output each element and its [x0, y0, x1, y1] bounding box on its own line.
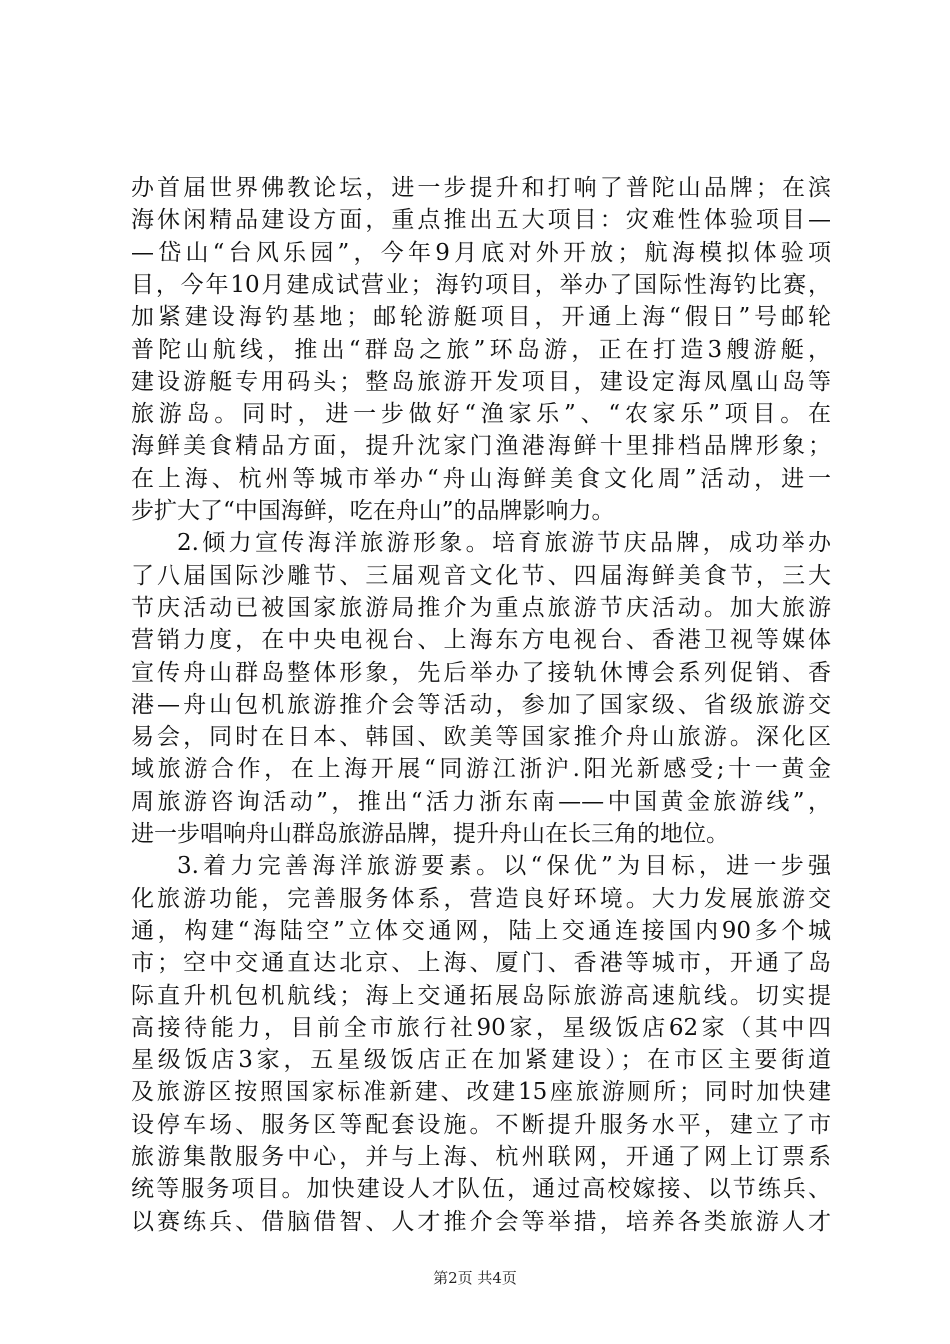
body-line-33: 以赛练兵、借脑借智、人才推介会等举措，培养各类旅游人才: [131, 1208, 831, 1235]
body-line-2: 海休闲精品建设方面，重点推出五大项目：灾难性体验项目—: [131, 207, 831, 234]
body-line-24: 通，构建“海陆空”立体交通网，陆上交通连接国内90多个城: [131, 917, 831, 944]
body-line-27: 高接待能力，目前全市旅行社90家，星级饭店62家（其中四: [131, 1014, 831, 1041]
body-line-26: 际直升机包机航线；海上交通拓展岛际旅游高速航线。切实提: [131, 982, 831, 1009]
paragraph-3-start: 3.着力完善海洋旅游要素。以“保优”为目标，进一步强: [177, 853, 831, 880]
body-line-29: 及旅游区按照国家标准新建、改建15座旅游厕所；同时加快建: [131, 1079, 831, 1106]
body-line-32: 统等服务项目。加快建设人才队伍，通过高校嫁接、以节练兵、: [131, 1176, 831, 1203]
page-footer: 第2页 共4页: [433, 1269, 517, 1287]
body-line-9: 海鲜美食精品方面，提升沈家门渔港海鲜十里排档品牌形象；: [131, 433, 831, 460]
body-line-8: 旅游岛。同时，进一步做好“渔家乐”、“农家乐”项目。在: [131, 401, 831, 428]
body-line-4: 目，今年10月建成试营业；海钓项目，举办了国际性海钓比赛，: [131, 271, 831, 298]
body-line-5: 加紧建设海钓基地；邮轮游艇项目，开通上海“假日”号邮轮: [131, 304, 831, 331]
body-line-11: 步扩大了“中国海鲜，吃在舟山”的品牌影响力。: [131, 498, 615, 524]
body-line-6: 普陀山航线，推出“群岛之旅”环岛游，正在打造3艘游艇，: [131, 336, 831, 363]
body-line-14: 节庆活动已被国家旅游局推介为重点旅游节庆活动。加大旅游: [131, 594, 831, 621]
body-line-21: 进一步唱响舟山群岛旅游品牌，提升舟山在长三角的地位。: [131, 821, 729, 847]
body-line-10: 在上海、杭州等城市举办“舟山海鲜美食文化周”活动，进一: [131, 465, 831, 492]
body-line-31: 旅游集散服务中心，并与上海、杭州联网，开通了网上订票系: [131, 1144, 831, 1170]
body-line-28: 星级饭店3家，五星级饭店正在加紧建设）；在市区主要街道: [131, 1047, 831, 1074]
body-line-19: 域旅游合作，在上海开展“同游江浙沪.阳光新感受;十一黄金: [131, 756, 831, 783]
body-line-30: 设停车场、服务区等配套设施。不断提升服务水平，建立了市: [131, 1111, 831, 1138]
body-line-15: 营销力度，在中央电视台、上海东方电视台、香港卫视等媒体: [131, 627, 831, 654]
body-line-1: 办首届世界佛教论坛，进一步提升和打响了普陀山品牌；在滨: [131, 175, 831, 201]
body-line-23: 化旅游功能，完善服务体系，营造良好环境。大力发展旅游交: [131, 885, 831, 912]
body-line-20: 周旅游咨询活动”，推出“活力浙东南——中国黄金旅游线”，: [131, 788, 831, 815]
body-line-13: 了八届国际沙雕节、三届观音文化节、四届海鲜美食节，三大: [131, 562, 831, 589]
body-line-7: 建设游艇专用码头；整岛旅游开发项目，建设定海凤凰山岛等: [131, 368, 831, 395]
body-line-3: —岱山“台风乐园”，今年9月底对外开放；航海模拟体验项: [131, 239, 831, 266]
body-line-17: 港—舟山包机旅游推介会等活动，参加了国家级、省级旅游交: [131, 691, 831, 718]
body-line-18: 易会，同时在日本、韩国、欧美等国家推介舟山旅游。深化区: [131, 724, 831, 751]
paragraph-2-start: 2.倾力宣传海洋旅游形象。培育旅游节庆品牌，成功举办: [177, 530, 831, 557]
body-line-16: 宣传舟山群岛整体形象，先后举办了接轨休博会系列促销、香: [131, 659, 831, 686]
body-line-25: 市；空中交通直达北京、上海、厦门、香港等城市，开通了岛: [131, 950, 831, 977]
